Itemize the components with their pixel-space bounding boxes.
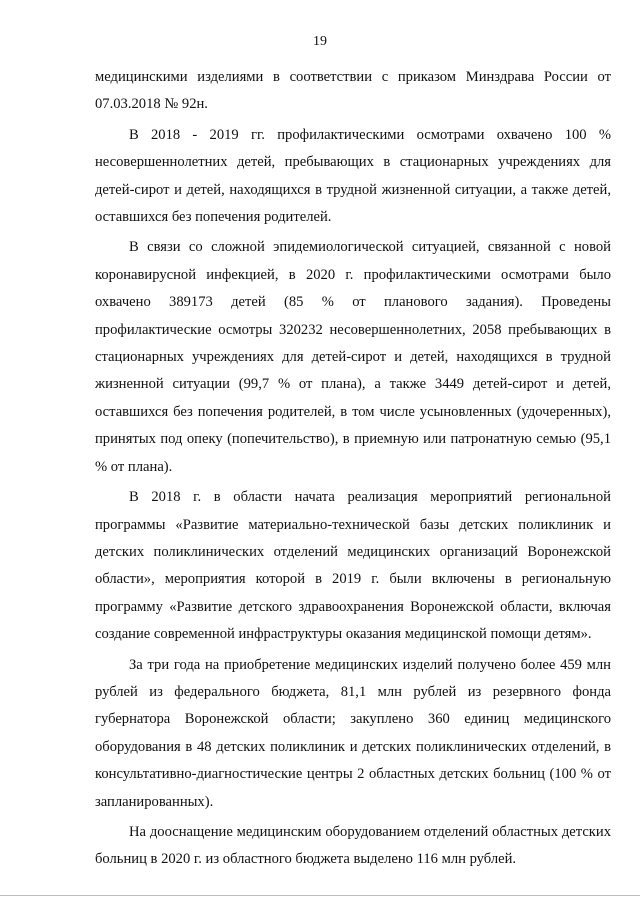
paragraph-continued: медицинскими изделиями в соответствии с приказом Минздрава России от 07.03.2018 № 92н. bbox=[95, 69, 611, 113]
paragraph-preventive-exams-2018-2019: В 2018 - 2019 гг. профилактическими осмотрами охвачено 100 % несовершеннолетних детей, пребывающих в стационарных учреждениях для детей-сирот и детей, находящихся в трудной жизненной ситуации, а также детей, оставшихся без попечения родителей. bbox=[95, 126, 611, 226]
paragraph-covid-exams-2020: В связи со сложной эпидемиологической ситуацией, связанной с новой коронавирусной инфекцией, в 2020 г. профилактическими осмотрами было охвачено 389173 детей (85 % от планового задания). Проведены профилактические осмотры 320232 несовершеннолетних, 2058 пребывающих в стационарных учреждениях для детей-сирот и детей, находящихся в трудной жизненной ситуации (99,7 % от плана), а также 3449 детей-сирот и детей, оставшихся без попечения родителей, в том числе усыновленных (удочеренных), принятых под опеку (попечительство), в приемную или патронатную семью (95,1 % от плана). bbox=[95, 239, 611, 475]
document-body bbox=[95, 64, 611, 877]
paragraph-hospital-equipment-2020: На дооснащение медицинским оборудованием отделений областных детских больниц в 2020 г. из областного бюджета выделено 116 млн рублей. bbox=[95, 823, 611, 868]
footer-divider bbox=[0, 895, 640, 897]
paragraph-equipment-funding: За три года на приобретение медицинских изделий получено более 459 млн рублей из федерального бюджета, 81,1 млн рублей из резервного фонда губернатора Воронежской области; закуплено 360 единиц медицинского оборудования в 48 детских поликлиник и детских поликлинических отделений, в консультативно-диагностические центры 2 областных детских больниц (100 % от запланированных). bbox=[95, 656, 611, 810]
page-number: 19 bbox=[313, 34, 327, 49]
paragraph-regional-program: В 2018 г. в области начата реализация мероприятий региональной программы «Развитие материально-технической базы детских поликлиник и детских поликлинических отделений медицинских организаций Воронежской области», мероприятия которой в 2019 г. были включены в региональную программу «Развитие детского здравоохранения Воронежской области, включая создание современной инфраструктуры оказания медицинской помощи детям». bbox=[95, 489, 611, 643]
